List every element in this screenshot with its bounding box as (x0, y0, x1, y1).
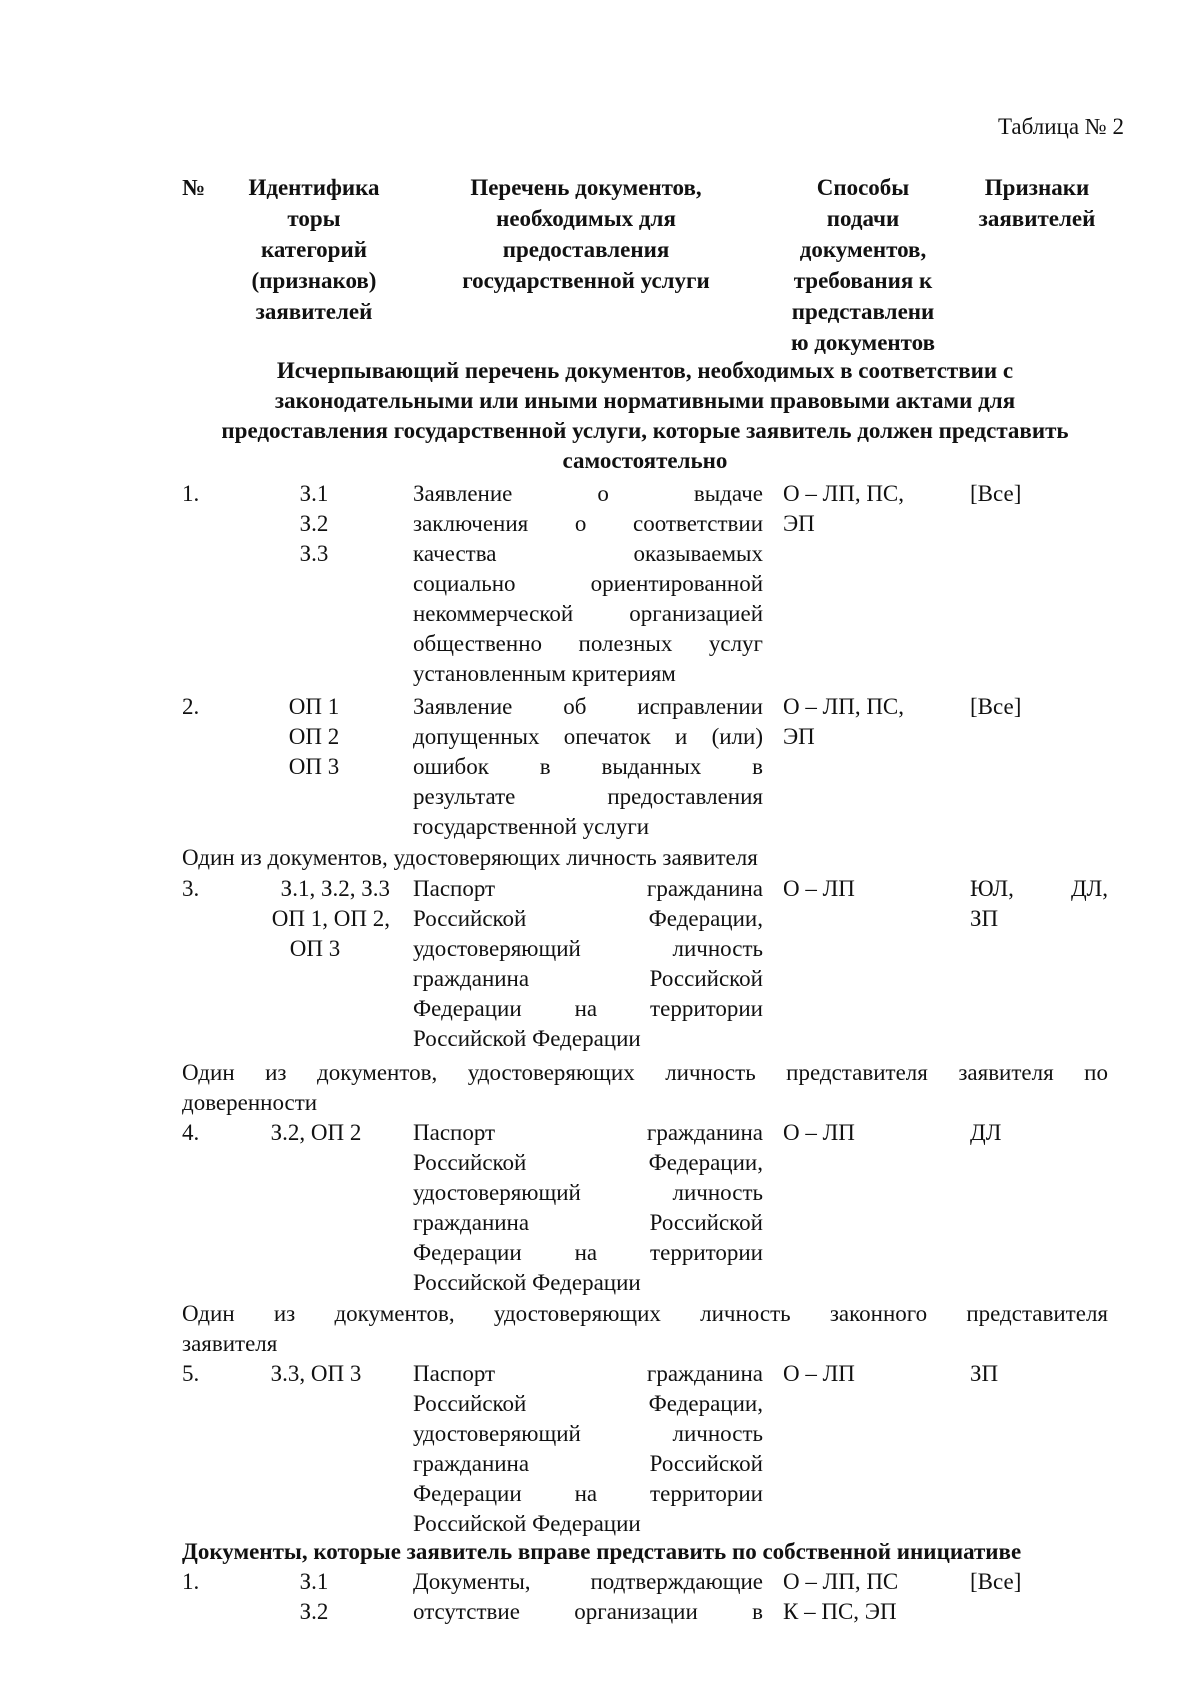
group-note: Один из документов, удостоверяющих личность заявителя (182, 845, 758, 870)
header-identifiers-line: торы (287, 206, 341, 231)
row-applicant-signs (970, 692, 1108, 722)
row-submission-methods (783, 1118, 953, 1148)
note-line: Один из документов, удостоверяющих личность представителя заявителя по (182, 1060, 1108, 1085)
row-identifiers (240, 874, 390, 964)
note-line: заявителя (182, 1331, 278, 1356)
document-line: некоммерческой организацией (413, 601, 763, 626)
document-line: Паспорт гражданина (413, 1120, 763, 1145)
document-line: гражданина Российской (413, 1451, 763, 1476)
row-applicant-signs (970, 1359, 1108, 1389)
document-line: Паспорт гражданина (413, 876, 763, 901)
row-submission-methods (783, 1567, 953, 1627)
row-number: 4. (182, 1120, 200, 1145)
document-line: Федерации на территории (413, 996, 763, 1021)
section-heading-line: Исчерпывающий перечень документов, необходимых в соответствии с (276, 358, 1014, 383)
document-line: ошибок в выданных в (413, 754, 763, 779)
sign-line: [Все] (970, 694, 1022, 719)
header-identifiers (236, 172, 392, 327)
header-identifiers-line: (признаков) (251, 268, 377, 293)
identifier: ОП 1 (288, 694, 340, 719)
method-line: О – ЛП, ПС (783, 1569, 899, 1594)
row-document (413, 479, 763, 689)
row-number: 1. (182, 1569, 200, 1594)
row-applicant-signs (970, 1118, 1108, 1148)
row-applicant-signs (970, 1567, 1108, 1597)
document-line: Российской Федерации (413, 1270, 641, 1295)
row-submission-methods (783, 874, 953, 904)
header-methods-line: документов, (799, 237, 927, 262)
header-signs (962, 172, 1112, 234)
header-methods-line: подачи (826, 206, 900, 231)
header-methods (780, 172, 946, 358)
document-line: результате предоставления (413, 784, 763, 809)
row-identifiers (246, 1359, 386, 1389)
row-identifiers (236, 692, 392, 782)
document-line: Российской Федерации, (413, 906, 763, 931)
row-submission-methods (783, 1359, 953, 1389)
row-document (413, 1567, 763, 1627)
row-identifiers (236, 479, 392, 569)
identifier: З.1 (299, 1569, 329, 1594)
sign-line: ЗП (970, 1361, 999, 1386)
identifier: З.2, ОП 2 (270, 1120, 362, 1145)
document-line: заключения о соответствии (413, 511, 763, 536)
header-documents-line: государственной услуги (462, 268, 710, 293)
note-line: Один из документов, удостоверяющих личность законного представителя (182, 1301, 1108, 1326)
section-heading-required (182, 356, 1108, 476)
method-line: О – ЛП (783, 1361, 855, 1386)
method-line: О – ЛП (783, 1120, 855, 1145)
document-line: социально ориентированной (413, 571, 763, 596)
identifier: З.2 (299, 1599, 329, 1624)
method-line: О – ЛП, ПС, (783, 694, 905, 719)
method-line: ЭП (783, 511, 815, 536)
document-line: удостоверяющий личность (413, 936, 763, 961)
header-methods-line: представлени (791, 299, 935, 324)
document-line: удостоверяющий личность (413, 1180, 763, 1205)
header-identifiers-line: Идентифика (248, 175, 380, 200)
header-methods-line: Способы (816, 175, 910, 200)
document-line: гражданина Российской (413, 1210, 763, 1235)
sign-line: [Все] (970, 1569, 1022, 1594)
header-identifiers-line: категорий (261, 237, 367, 262)
sign-line: ЗП (970, 906, 999, 931)
identifier: ОП 3 (289, 936, 341, 961)
row-submission-methods (783, 692, 953, 752)
row-document (413, 1118, 763, 1298)
group-note (182, 1299, 1108, 1359)
sign-line: [Все] (970, 481, 1022, 506)
header-documents-line: Перечень документов, (470, 175, 702, 200)
header-documents-line: необходимых для (496, 206, 676, 231)
document-line: Федерации на территории (413, 1481, 763, 1506)
document-line: Российской Федерации (413, 1511, 641, 1536)
document-line: гражданина Российской (413, 966, 763, 991)
header-signs-line: заявителей (978, 206, 1096, 231)
header-documents (436, 172, 736, 296)
identifier: З.3 (299, 541, 329, 566)
method-line: К – ПС, ЭП (783, 1599, 897, 1624)
document-line: Заявление о выдаче (413, 481, 763, 506)
document-line: удостоверяющий личность (413, 1421, 763, 1446)
header-signs-line: Признаки (984, 175, 1090, 200)
row-number: 2. (182, 694, 200, 719)
document-line: Паспорт гражданина (413, 1361, 763, 1386)
document-line: Российской Федерации, (413, 1150, 763, 1175)
document-line: установленным критериям (413, 661, 676, 686)
document-line: Документы, подтверждающие (413, 1569, 763, 1594)
identifier: З.1 (299, 481, 329, 506)
identifier: З.2 (299, 511, 329, 536)
row-identifiers (246, 1118, 386, 1148)
identifier: ОП 3 (288, 754, 340, 779)
method-line: О – ЛП, ПС, (783, 481, 905, 506)
header-methods-line: ю документов (790, 330, 936, 355)
identifier: З.1, З.2, З.3 (280, 876, 390, 901)
header-number: № (182, 175, 206, 200)
table-caption: Таблица № 2 (997, 114, 1124, 139)
document-line: допущенных опечаток и (или) (413, 724, 763, 749)
header-documents-line: предоставления (502, 237, 670, 262)
sign-line: ДЛ (970, 1120, 1002, 1145)
header-methods-line: требования к (793, 268, 933, 293)
document-line: отсутствие организации в (413, 1599, 763, 1624)
row-number: 3. (182, 876, 200, 901)
section-heading-line: законодательными или иными нормативными правовыми актами для (274, 388, 1016, 413)
identifier: ОП 1, ОП 2, (271, 906, 390, 931)
header-identifiers-line: заявителей (255, 299, 373, 324)
row-document (413, 874, 763, 1054)
row-identifiers (236, 1567, 392, 1627)
row-submission-methods (783, 479, 953, 539)
group-note (182, 1058, 1108, 1118)
row-applicant-signs (970, 479, 1108, 509)
row-number: 1. (182, 481, 200, 506)
document-line: Федерации на территории (413, 1240, 763, 1265)
note-line: доверенности (182, 1090, 318, 1115)
document-line: государственной услуги (413, 814, 650, 839)
document-line: качества оказываемых (413, 541, 763, 566)
method-line: О – ЛП (783, 876, 855, 901)
row-document (413, 692, 763, 842)
document-line: общественно полезных услуг (413, 631, 763, 656)
method-line: ЭП (783, 724, 815, 749)
row-applicant-signs (970, 874, 1108, 934)
section-heading-line: самостоятельно (562, 448, 728, 473)
document-line: Российской Федерации (413, 1026, 641, 1051)
identifier: ОП 2 (288, 724, 340, 749)
row-number: 5. (182, 1361, 200, 1386)
row-document (413, 1359, 763, 1539)
sign-line: ЮЛ, ДЛ, (970, 876, 1108, 901)
document-line: Заявление об исправлении (413, 694, 763, 719)
section-heading-optional: Документы, которые заявитель вправе представить по собственной инициативе (182, 1539, 1022, 1564)
section-heading-line: предоставления государственной услуги, которые заявитель должен представить (221, 418, 1069, 443)
document-line: Российской Федерации, (413, 1391, 763, 1416)
identifier: З.3, ОП 3 (270, 1361, 362, 1386)
